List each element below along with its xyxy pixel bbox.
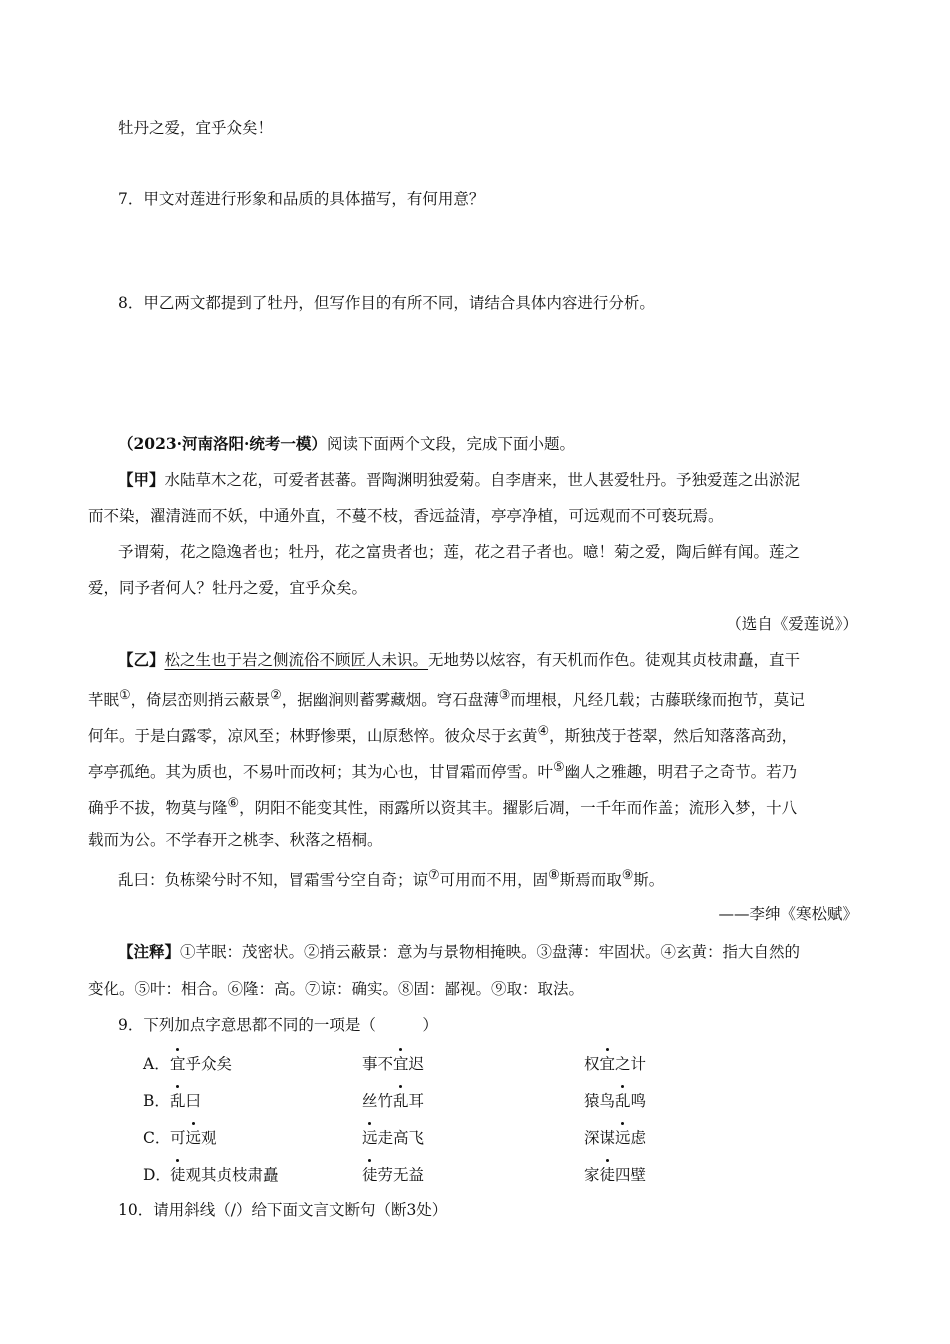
dotted-character: 宜 — [599, 1055, 616, 1073]
footnote-ref: ② — [270, 688, 282, 703]
phrase-text: 曰 — [185, 1092, 202, 1110]
question-9: 9．下列加点字意思都不同的一项是（ ） — [118, 1016, 438, 1034]
yi-line-6: 载而为公。不学春开之桃李、秋落之梧桐。 — [88, 831, 383, 849]
dotted-character: 远 — [615, 1129, 631, 1147]
phrase-text: 迟 — [408, 1055, 425, 1073]
phrase-text: 深谋 — [584, 1129, 616, 1147]
yi-text: 芊眠 — [88, 691, 120, 710]
dotted-character: 乱 — [615, 1092, 631, 1110]
dotted-character: 徒 — [599, 1166, 616, 1184]
option-c-phrase — [584, 1127, 646, 1149]
dotted-character: 宜 — [170, 1055, 186, 1073]
jia-line-2: 而不染，濯清涟而不妖，中通外直，不蔓不枝，香远益清，亭亭净植，可远观而不可亵玩焉。 — [88, 507, 724, 525]
yi-text-1: 无地势以炫容，有天机而作色。徒观其贞枝肃矗，直干 — [428, 651, 801, 669]
dotted-character: 乱 — [393, 1092, 409, 1110]
intro-text: 阅读下面两个文段，完成下面小题。 — [326, 435, 575, 453]
option-letter: B． — [143, 1092, 170, 1110]
yi-line-7 — [118, 865, 664, 891]
phrase-text: 乎众矣 — [185, 1055, 233, 1073]
yi-line-5 — [88, 793, 797, 819]
phrase-text: 之计 — [615, 1055, 647, 1073]
footnote-ref: ⑧ — [548, 868, 560, 883]
yi-text: 斯。 — [633, 871, 665, 890]
yi-line-1 — [118, 649, 800, 671]
source-tag: （2023·河南洛阳·统考一模） — [118, 434, 327, 453]
jia-line-4: 爱，同予者何人？牡丹之爱，宜乎众矣。 — [88, 579, 368, 597]
question-7: 7．甲文对莲进行形象和品质的具体描写，有何用意？ — [118, 190, 485, 208]
dotted-character: 乱 — [170, 1092, 186, 1110]
phrase-text: 鸣 — [630, 1092, 647, 1110]
phrase-text: 耳 — [408, 1092, 425, 1110]
yi-label: 【乙】 — [118, 650, 165, 669]
jia-citation: （选自《爱莲说》） — [726, 615, 858, 633]
yi-citation: ——李绅《寒松赋》 — [718, 905, 858, 923]
phrase-text: 观 — [201, 1129, 217, 1147]
jia-line-3: 予谓菊，花之隐逸者也；牡丹，花之富贵者也；莲，花之君子者也。噫！菊之爱，陶后鲜有闻。莲之 — [118, 543, 801, 561]
jia-label: 【甲】 — [118, 470, 165, 489]
phrase-text: 走高飞 — [377, 1129, 425, 1147]
notes-label: 【注释】 — [118, 942, 181, 961]
option-a-phrase — [170, 1090, 201, 1112]
phrase-text: 家 — [584, 1166, 600, 1184]
option-c-phrase — [584, 1053, 646, 1075]
yi-text: ，斯独茂于苍翠，然后知落落高劲， — [549, 727, 798, 746]
phrase-text: 猿鸟 — [584, 1092, 616, 1110]
passage-intro — [118, 433, 575, 455]
yi-text: ，据幽涧则蓄雾藏烟。穹石盘薄 — [281, 691, 499, 710]
option-b-phrase — [362, 1090, 424, 1112]
yi-text: 斯焉而取 — [559, 871, 622, 890]
option-letter: A． — [143, 1055, 170, 1073]
option-b-phrase — [362, 1053, 424, 1075]
jia-text-1: 水陆草木之花，可爱者甚蕃。晋陶渊明独爱菊。自李唐来，世人甚爱牡丹。予独爱莲之出淤泥 — [164, 471, 801, 489]
phrase-text: 劳无益 — [377, 1166, 425, 1184]
yi-text: 而埋根，凡经几载；古藤联缘而抱节，莫记 — [510, 691, 805, 710]
phrase-text: 虑 — [630, 1129, 647, 1147]
dotted-character: 宜 — [393, 1055, 409, 1073]
text-line: 牡丹之爱，宜乎众矣！ — [118, 119, 274, 137]
question-10: 10．请用斜线（/）给下面文言文断句（断3处） — [118, 1201, 448, 1219]
option-letter: C． — [143, 1129, 171, 1147]
jia-line-1 — [118, 469, 800, 491]
yi-text: 何年。于是白露零，凉风至；林野惨栗，山原愁悴。彼众尽于玄黄 — [88, 727, 538, 746]
dotted-character: 远 — [185, 1129, 202, 1147]
notes-text-1: ①芊眠：茂密状。②捎云蔽景：意为与景物相掩映。③盘薄：牢固状。④玄黄：指大自然的 — [180, 943, 801, 961]
phrase-text: 权 — [584, 1055, 600, 1073]
dotted-character: 远 — [362, 1129, 378, 1147]
dotted-character: 徒 — [170, 1166, 186, 1184]
footnote-ref: ④ — [537, 724, 550, 739]
phrase-text: 可 — [170, 1129, 186, 1147]
footnote-ref: ⑦ — [428, 868, 440, 883]
option-b-phrase — [362, 1164, 424, 1186]
underlined-sentence: 松之生也于岩之侧流俗不顾匠人未识。 — [164, 651, 429, 669]
footnote-ref: ⑥ — [227, 796, 240, 811]
footnote-ref: ⑨ — [621, 868, 634, 883]
yi-line-4 — [88, 757, 797, 783]
option-b-phrase — [362, 1127, 424, 1149]
yi-line-2 — [88, 685, 805, 711]
notes-line-2: 变化。⑤叶：相合。⑥隆：高。⑦谅：确实。⑧固：鄙视。⑨取：取法。 — [88, 980, 585, 998]
phrase-text: 观其贞枝肃矗 — [185, 1166, 279, 1184]
phrase-text: 丝竹 — [362, 1092, 394, 1110]
option-letter: D． — [143, 1166, 171, 1184]
yi-text: 亭亭孤绝。其为质也，不易叶而改柯；其为心也，甘冒霜而停雪。叶 — [88, 763, 554, 782]
footnote-ref: ③ — [498, 688, 511, 703]
yi-text: 可用而不用，固 — [439, 871, 549, 890]
question-8: 8．甲乙两文都提到了牡丹，但写作目的有所不同，请结合具体内容进行分析。 — [118, 294, 655, 312]
phrase-text: 四壁 — [615, 1166, 647, 1184]
notes-line-1 — [118, 941, 800, 963]
yi-text: ，阴阳不能变其性，雨露所以资其丰。擢影后凋，一千年而作盖；流形入梦，十八 — [239, 799, 798, 818]
yi-text: ，倚层峦则捎云蔽景 — [130, 691, 271, 710]
option-a-phrase — [170, 1127, 217, 1149]
yi-text: 幽人之雅趣，明君子之奇节。若乃 — [564, 763, 798, 782]
footnote-ref: ⑤ — [553, 760, 565, 775]
footnote-ref: ① — [119, 688, 131, 703]
dotted-character: 徒 — [362, 1166, 378, 1184]
option-a-phrase — [170, 1053, 232, 1075]
yi-text: 确乎不拔，物莫与隆 — [88, 799, 228, 818]
option-c-phrase — [584, 1164, 646, 1186]
option-a-phrase — [170, 1164, 279, 1186]
phrase-text: 事不 — [362, 1055, 394, 1073]
yi-text: 乱曰：负栋梁兮时不知，冒霜雪兮空自奇；谅 — [118, 871, 429, 890]
yi-line-3 — [88, 721, 797, 747]
option-c-phrase — [584, 1090, 646, 1112]
